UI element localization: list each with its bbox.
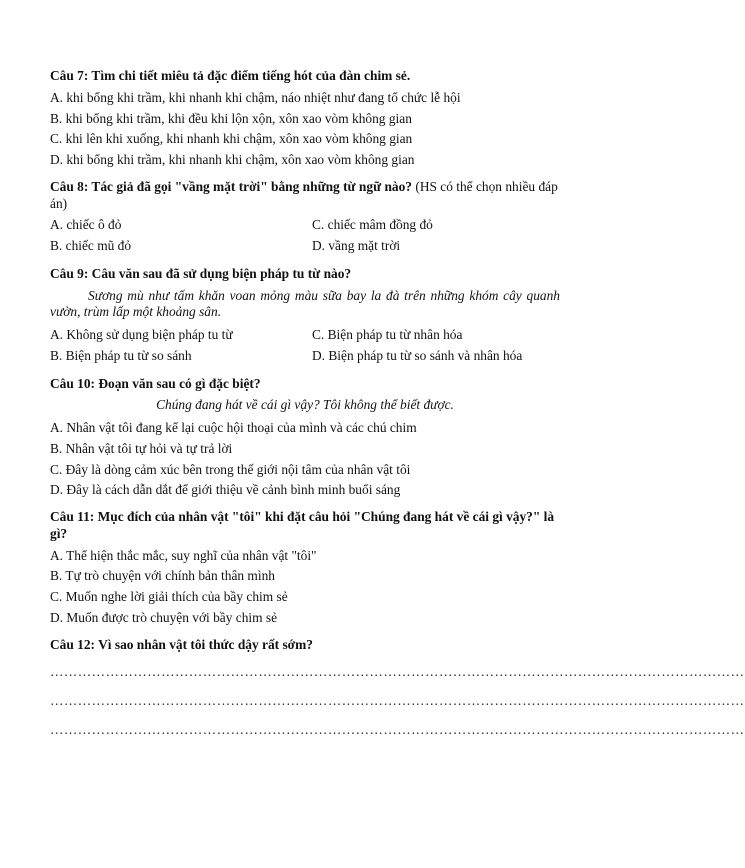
question-12-title: Câu 12: Vì sao nhân vật tôi thức dậy rất sớm? [50,636,313,652]
question-list [50,68,745,751]
question-7-title: Câu 7: Tìm chi tiết miêu tả đặc điểm tiếng hót của đàn chim sẻ. [50,68,411,83]
q9-option-a: A. Không sử dụng biện pháp tu từ [50,327,233,342]
q10-option-b: B. Nhân vật tôi tự hỏi và tự trả lời [50,440,233,456]
question-8-text: Câu 8: Tác giả đã gọi "vầng mặt trời" bằng những từ ngữ nào? [50,178,412,194]
q11-option-d: D. Muốn được trò chuyện với bầy chim sẻ [50,609,278,625]
answer-line-1[interactable]: …………………………………………………………………………………………………………………………………… [50,664,745,680]
q9-option-d: D. Biện pháp tu từ so sánh và nhân hóa [312,347,523,363]
q10-quote: Chúng đang hát về cái gì vậy? Tôi không thể biết được. [156,397,454,413]
answer-line-3[interactable]: …………………………………………………………………………………………………………………………………… [50,721,745,737]
q8-option-b: B. chiếc mũ đỏ [50,238,132,253]
q10-option-d: D. Đây là cách dẫn dắt để giới thiệu về cảnh bình minh buổi sáng [50,482,401,498]
question-9-title: Câu 9: Câu văn sau đã sử dụng biện pháp tu từ nào? [50,265,352,281]
q11-option-c: C. Muốn nghe lời giải thích của bầy chim sẻ [50,589,288,604]
q8-option-c: C. chiếc mâm đồng đỏ [312,217,433,233]
q10-option-c: C. Đây là dòng cảm xúc bên trong thế giới nội tâm của nhân vật tôi [50,461,411,477]
q11-option-b: B. Tự trò chuyện với chính bản thân mình [50,568,275,584]
question-10-title: Câu 10: Đoạn văn sau có gì đặc biệt? [50,375,261,391]
question-8-note: (HS có thể chọn nhiều đáp án) [50,178,558,211]
q8-option-d: D. vầng mặt trời [312,238,401,253]
q9-option-c: C. Biện pháp tu từ nhân hóa [312,327,463,342]
q7-option-c: C. khi lên khi xuống, khi nhanh khi chậm, xôn xao vòm không gian [50,131,413,147]
q8-option-a: A. chiếc ô đỏ [50,217,122,233]
q9-quote: Sương mù như tấm khăn voan mỏng màu sữa bay la đà trên những khóm cây quanh vườn, trùm lấp một khoảng sân. [50,287,560,320]
q8-options [50,217,560,255]
q7-option-d: D. khi bổng khi trầm, khi nhanh khi chậm, xôn xao vòm không gian [50,152,415,167]
question-8-title [50,179,560,213]
q11-option-a: A. Thể hiện thắc mắc, suy nghĩ của nhân vật "tôi" [50,547,317,563]
q7-option-a: A. khi bổng khi trầm, khi nhanh khi chậm, náo nhiệt như đang tổ chức lễ hội [50,89,461,105]
q7-option-b: B. khi bổng khi trầm, khi đều khi lộn xộn, xôn xao vòm không gian [50,110,412,126]
q10-option-a: A. Nhân vật tôi đang kể lại cuộc hội thoại của mình và các chú chim [50,420,417,435]
question-11-title: Câu 11: Mục đích của nhân vật "tôi" khi đặt câu hỏi "Chúng đang hát về cái gì vậy?" là gì? [50,509,555,541]
q9-option-b: B. Biện pháp tu từ so sánh [50,347,192,363]
answer-line-2[interactable]: …………………………………………………………………………………………………………………………………… [50,693,745,708]
q9-options [50,327,560,365]
